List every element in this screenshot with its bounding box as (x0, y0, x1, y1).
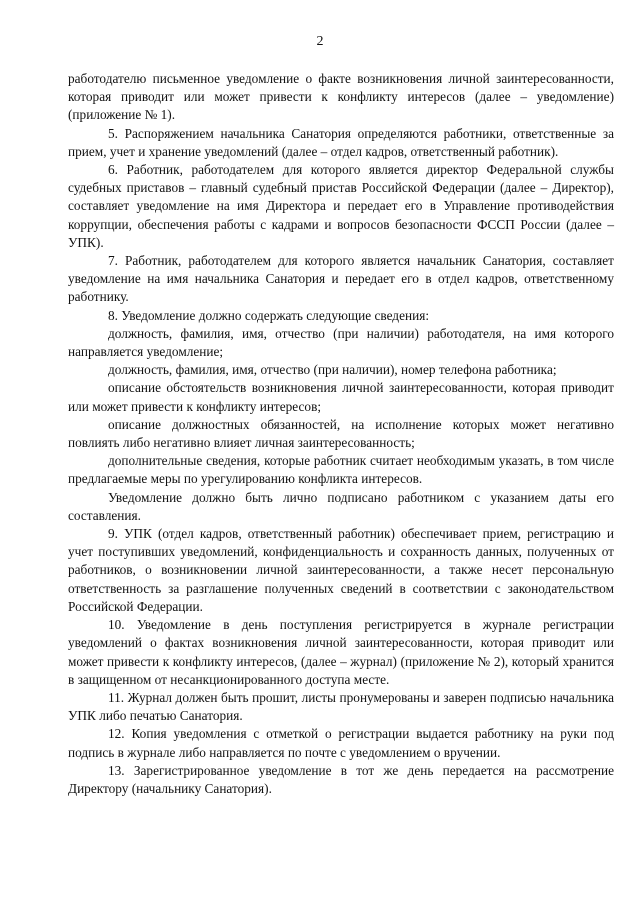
list-item-additional-info: дополнительные сведения, которые работник считает необходимым указать, в том числе предлагаемые меры по урегулированию конфликта интересов. (68, 453, 614, 487)
paragraph-signature-requirement: Уведомление должно быть лично подписано работником с указанием даты его составления. (68, 489, 614, 523)
paragraph-7: 7. Работник, работодателем для которого является начальник Санатория, составляет уведомление на имя начальника Санатория и передает его в отдел кадров, ответственному работнику. (68, 253, 614, 305)
paragraph-12: 12. Копия уведомления с отметкой о регистрации выдается работнику на руки под подпись в журнале либо направляется по почте с уведомлением о вручении. (68, 726, 614, 760)
document-body (68, 70, 614, 798)
paragraph-6: 6. Работник, работодателем для которого является директор Федеральной службы судебных приставов – главный судебный пристав Российской Федерации (далее – Директор), составляет уведомление на имя Директора и передает его в Управление противодействия коррупции, обеспечения работы с кадрами и вопросов безопасности ФССП России (далее – УПК). (68, 162, 614, 250)
paragraph-13: 13. Зарегистрированное уведомление в тот же день передается на рассмотрение Директору (начальнику Санатория). (68, 762, 614, 796)
page-number: 2 (316, 34, 324, 49)
list-item-employer-info: должность, фамилия, имя, отчество (при наличии) работодателя, на имя которого направляется уведомление; (68, 325, 614, 360)
list-item-circumstances: описание обстоятельств возникновения личной заинтересованности, которая приводит или может привести к конфликту интересов; (68, 380, 614, 414)
list-item-employee-info: должность, фамилия, имя, отчество (при наличии), номер телефона работника; (108, 362, 557, 378)
paragraph-continuation: работодателю письменное уведомление о факте возникновения личной заинтересованности, которая приводит или может привести к конфликту интересов (далее – уведомление) (приложение № 1). (68, 71, 614, 123)
paragraph-9: 9. УПК (отдел кадров, ответственный работник) обеспечивает прием, регистрацию и учет поступивших уведомлений, конфиденциальность и сохранность данных, полученных от работников, о возникновении личной заинтересованности, а также несет персональную ответственность за разглашение полученных сведений в соответствии с законодательством Российской Федерации. (68, 526, 614, 614)
paragraph-10: 10. Уведомление в день поступления регистрируется в журнале регистрации уведомлений о фактах возникновения личной заинтересованности, которая приводит или может привести к конфликту интересов, (далее – журнал) (приложение № 2), который хранится в защищенном от несанкционированного доступа месте. (68, 617, 614, 687)
paragraph-11: 11. Журнал должен быть прошит, листы пронумерованы и заверен подписью начальника УПК либо печатью Санатория. (68, 689, 614, 724)
list-item-duties: описание должностных обязанностей, на исполнение которых может негативно повлиять либо негативно влияет личная заинтересованность; (68, 416, 614, 451)
paragraph-8: 8. Уведомление должно содержать следующие сведения: (108, 307, 430, 323)
paragraph-5: 5. Распоряжением начальника Санатория определяются работники, ответственные за прием, учет и хранение уведомлений (далее – отдел кадров, ответственный работник). (68, 125, 614, 159)
